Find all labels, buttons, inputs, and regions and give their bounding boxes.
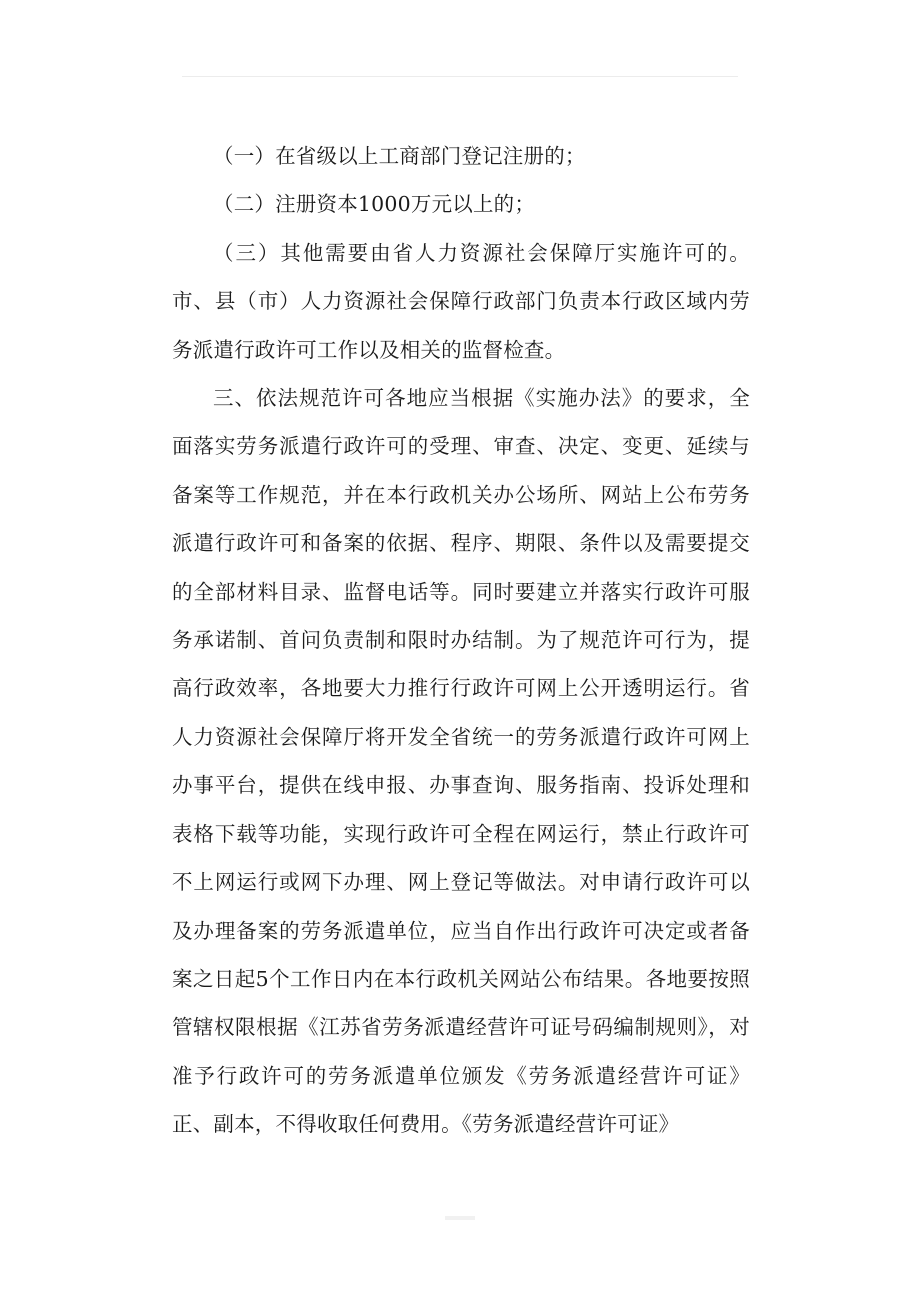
page-footer-mark: [445, 1216, 475, 1220]
paragraph-item-3: （三）其他需要由省人力资源社会保障厅实施许可的。市、县（市）人力资源社会保障行政部门负责本行政区域内劳务派遣行政许可工作以及相关的监督检查。: [172, 240, 750, 362]
paragraph-item-1: （一）在省级以上工商部门登记注册的；: [213, 144, 586, 168]
paragraph-section-three: 三、依法规范许可各地应当根据《实施办法》的要求，全面落实劳务派遣行政许可的受理、审查、决定、变更、延续与备案等工作规范，并在本行政机关办公场所、网站上公布劳务派遣行政许可和备案的依据、程序、期限、条件以及需要提交的全部材料目录、监督电话等。同时要建立并落实行政许可服务承诺制、首问负责制和限时办结制。为了规范许可行为，提高行政效率，各地要大力推行行政许可网上公开透明运行。省人力资源社会保障厅将开发全省统一的劳务派遣行政许可网上办事平台，提供在线申报、办事查询、服务指南、投诉处理和表格下载等功能，实现行政许可全程在网运行，禁止行政许可不上网运行或网下办理、网上登记等做法。对申请行政许可以及办理备案的劳务派遣单位，应当自作出行政许可决定或者备案之日起5个工作日内在本行政机关网站公布结果。各地要按照管辖权限根据《江苏省劳务派遣经营许可证号码编制规则》，对准予行政许可的劳务派遣单位颁发《劳务派遣经营许可证》正、副本，不得收取任何费用。《劳务派遣经营许可证》: [172, 386, 750, 1137]
paragraph-item-2: （二）注册资本1000万元以上的；: [213, 192, 536, 217]
header-rule: [182, 76, 738, 77]
document-body: [172, 132, 750, 1149]
